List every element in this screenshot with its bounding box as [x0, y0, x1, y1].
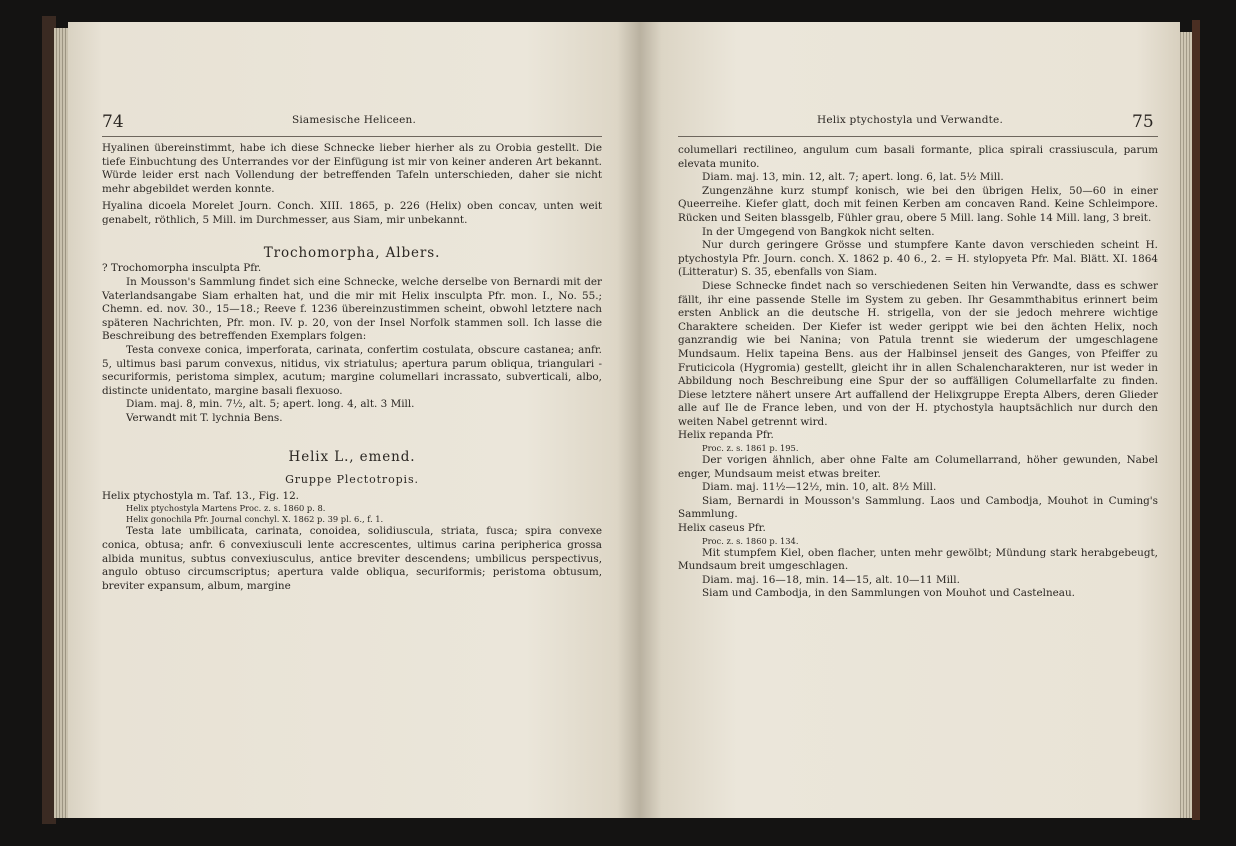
- left-page-paragraph: Helix ptychostyla m. Taf. 13., Fig. 12.: [102, 489, 299, 502]
- open-book: [40, 10, 1196, 840]
- left-page-heading: Helix L., emend.: [288, 448, 416, 465]
- left-page-paragraph: Verwandt mit T. lychnia Bens.: [126, 411, 283, 424]
- right-page-paragraph: Diam. maj. 11½—12½, min. 10, alt. 8½ Mill.: [702, 481, 937, 494]
- right-page-paragraph: In der Umgegend von Bangkok nicht selten.: [702, 225, 935, 238]
- right-running-head: Helix ptychostyla und Verwandte.: [816, 114, 1004, 126]
- right-page-paragraph: Diam. maj. 16—18, min. 14—15, alt. 10—11 Mill.: [702, 573, 960, 586]
- right-page-paragraph: Diam. maj. 13, min. 12, alt. 7; apert. long. 6, lat. 5½ Mill.: [702, 171, 1004, 184]
- right-page-number: 75: [1132, 112, 1154, 132]
- left-running-head: Siamesische Heliceen.: [291, 114, 416, 126]
- left-page-heading: Trochomorpha, Albers.: [263, 244, 441, 261]
- right-page-paragraph: Siam, Bernardi in Mousson's Sammlung. Laos und Cambodja, Mouhot in Cuming's Sammlung.: [678, 494, 1158, 521]
- right-page-paragraph: Der vorigen ähnlich, aber ohne Falte am Columellarrand, höher gewunden, Nabel enger, Mundsaum meist etwas breiter.: [678, 454, 1158, 480]
- right-page-paragraph: Siam und Cambodja, in den Sammlungen von Mouhot und Castelneau.: [702, 587, 1075, 600]
- right-page-body: [678, 144, 1158, 601]
- right-page-paragraph: Proc. z. s. 1861 p. 195.: [702, 443, 799, 454]
- left-page-heading: Gruppe Plectotropis.: [285, 473, 419, 487]
- left-page-paragraph: Testa convexe conica, imperforata, carinata, confertim costulata, obscure castanea; anfr. 5, ultimus basi parum convexus, nitidus, vix striatulus; apertura parum obliqua, triangulari - securiformis, peristoma simplex, acutum; margine columellari incrassato, subverticali, albo, distincte unidentato, margine basali flexuoso.: [102, 344, 602, 397]
- left-page-paragraph: Helix ptychostyla Martens Proc. z. s. 1860 p. 8.: [126, 503, 326, 514]
- right-page-paragraph: Helix caseus Pfr.: [678, 522, 766, 535]
- left-header-rule: [102, 136, 602, 137]
- right-page-paragraph: Nur durch geringere Grösse und stumpfere Kante davon verschieden scheint H. ptychostyla Pfr. Journ. conch. X. 1862 p. 40 6., 2. = H. stylopyeta Pfr. Mal. Blätt. XI. 1864 (Litteratur) S. 35, ebenfalls von Siam.: [678, 239, 1158, 279]
- right-page-paragraph: Diese Schnecke findet nach so verschiedenen Seiten hin Verwandte, dass es schwer fällt, ihr eine passende Stelle im System zu geben. Ihr Gesammthabitus erinnert beim ersten Anblick an die deutsche H. strigella, von der sie jedoch mehrere wichtige Charaktere scheiden. Der Kiefer ist weder gerippt wie bei den ächten Helix, noch ganzrandig wie bei Nanina; von Patula trennt sie wiederum der umgeschlagene Mundsaum. Helix tapeina Bens. aus der Halbinsel jenseit des Ganges, von Pfeiffer zu Fruticicola (Hygromia) gestellt, gleicht ihr in allen Schalencharakteren, nur ist weder in Abbildung noch Beschreibung eine Spur der so auffälligen Columellarfalte zu finden. Diese letztere nähert unsere Art auffallend der Helixgruppe Erepta Albers, deren Glieder alle auf Ile de France leben, und von der H. ptychostyla hauptsächlich nur durch den weiten Nabel getrennt wird.: [678, 279, 1158, 428]
- left-page: [68, 22, 640, 818]
- right-page: [640, 22, 1180, 818]
- left-page-paragraph: Hyalina dicoela Morelet Journ. Conch. XIII. 1865, p. 226 (Helix) oben concav, unten weit genabelt, röthlich, 5 Mill. im Durchmesser, aus Siam, mir unbekannt.: [102, 200, 602, 226]
- left-page-paragraph: Testa late umbilicata, carinata, conoidea, solidiuscula, striata, fusca; spira convexe conica, obtusa; anfr. 6 convexiusculi lente accrescentes, ultimus carina peripherica grossa albida munitus, subtus convexiusculus, antice breviter descendens; umbilicus perspectivus, angulo obtuso circumscriptus; apertura valde obliqua, securiformis; peristoma obtusum, breviter expansum, album, margine: [102, 525, 602, 592]
- left-page-paragraph: Hyalinen übereinstimmt, habe ich diese Schnecke lieber hierher als zu Orobia gestellt. Die tiefe Einbuchtung des Unterrandes vor der Einfügung ist mir von keiner anderen Art bekannt. Würde leider erst nach Vollendung der betreffenden Tafeln unterschieden, daher sie nicht mehr abgebildet werden konnte.: [102, 142, 602, 195]
- right-page-paragraph: Mit stumpfem Kiel, oben flacher, unten mehr gewölbt; Mündung stark herabgebeugt, Mundsaum breit umgeschlagen.: [678, 546, 1158, 573]
- left-page-number: 74: [102, 112, 124, 132]
- left-page-paragraph: ? Trochomorpha insculpta Pfr.: [102, 262, 262, 275]
- right-page-paragraph: columellari rectilineo, angulum cum basali formante, plica spirali crassiuscula, parum elevata munito.: [678, 144, 1158, 170]
- left-page-paragraph: Diam. maj. 8, min. 7½, alt. 5; apert. long. 4, alt. 3 Mill.: [126, 398, 415, 411]
- right-page-paragraph: Zungenzähne kurz stumpf konisch, wie bei den übrigen Helix, 50—60 in einer Queerreihe. Kiefer glatt, doch mit feinen Kerben am concaven Rand. Keine Schleimpore. Rücken und Seiten blassgelb, Fühler grau, obere 5 Mill. lang. Sohle 14 Mill. lang, 3 breit.: [678, 184, 1158, 224]
- right-page-paragraph: Helix repanda Pfr.: [678, 429, 774, 442]
- right-cover-edge: [1192, 20, 1200, 820]
- left-page-body: [102, 142, 602, 593]
- left-page-paragraph: Helix gonochila Pfr. Journal conchyl. X. 1862 p. 39 pl. 6., f. 1.: [126, 514, 384, 525]
- left-page-paragraph: In Mousson's Sammlung findet sich eine Schnecke, welche derselbe von Bernardi mit der Vaterlandsangabe Siam erhalten hat, und die mir mit Helix insculpta Pfr. mon. I., No. 55.; Chemn. ed. nov. 30., 15—18.; Reeve f. 1236 übereinzustimmen scheint, obwohl letztere nach späteren Nachrichten, Pfr. mon. IV. p. 20, von der Insel Norfolk stammen soll. Ich lasse die Beschreibung des betreffenden Exemplars folgen:: [102, 276, 602, 343]
- right-page-paragraph: Proc. z. s. 1860 p. 134.: [702, 535, 799, 546]
- right-header-rule: [678, 136, 1158, 137]
